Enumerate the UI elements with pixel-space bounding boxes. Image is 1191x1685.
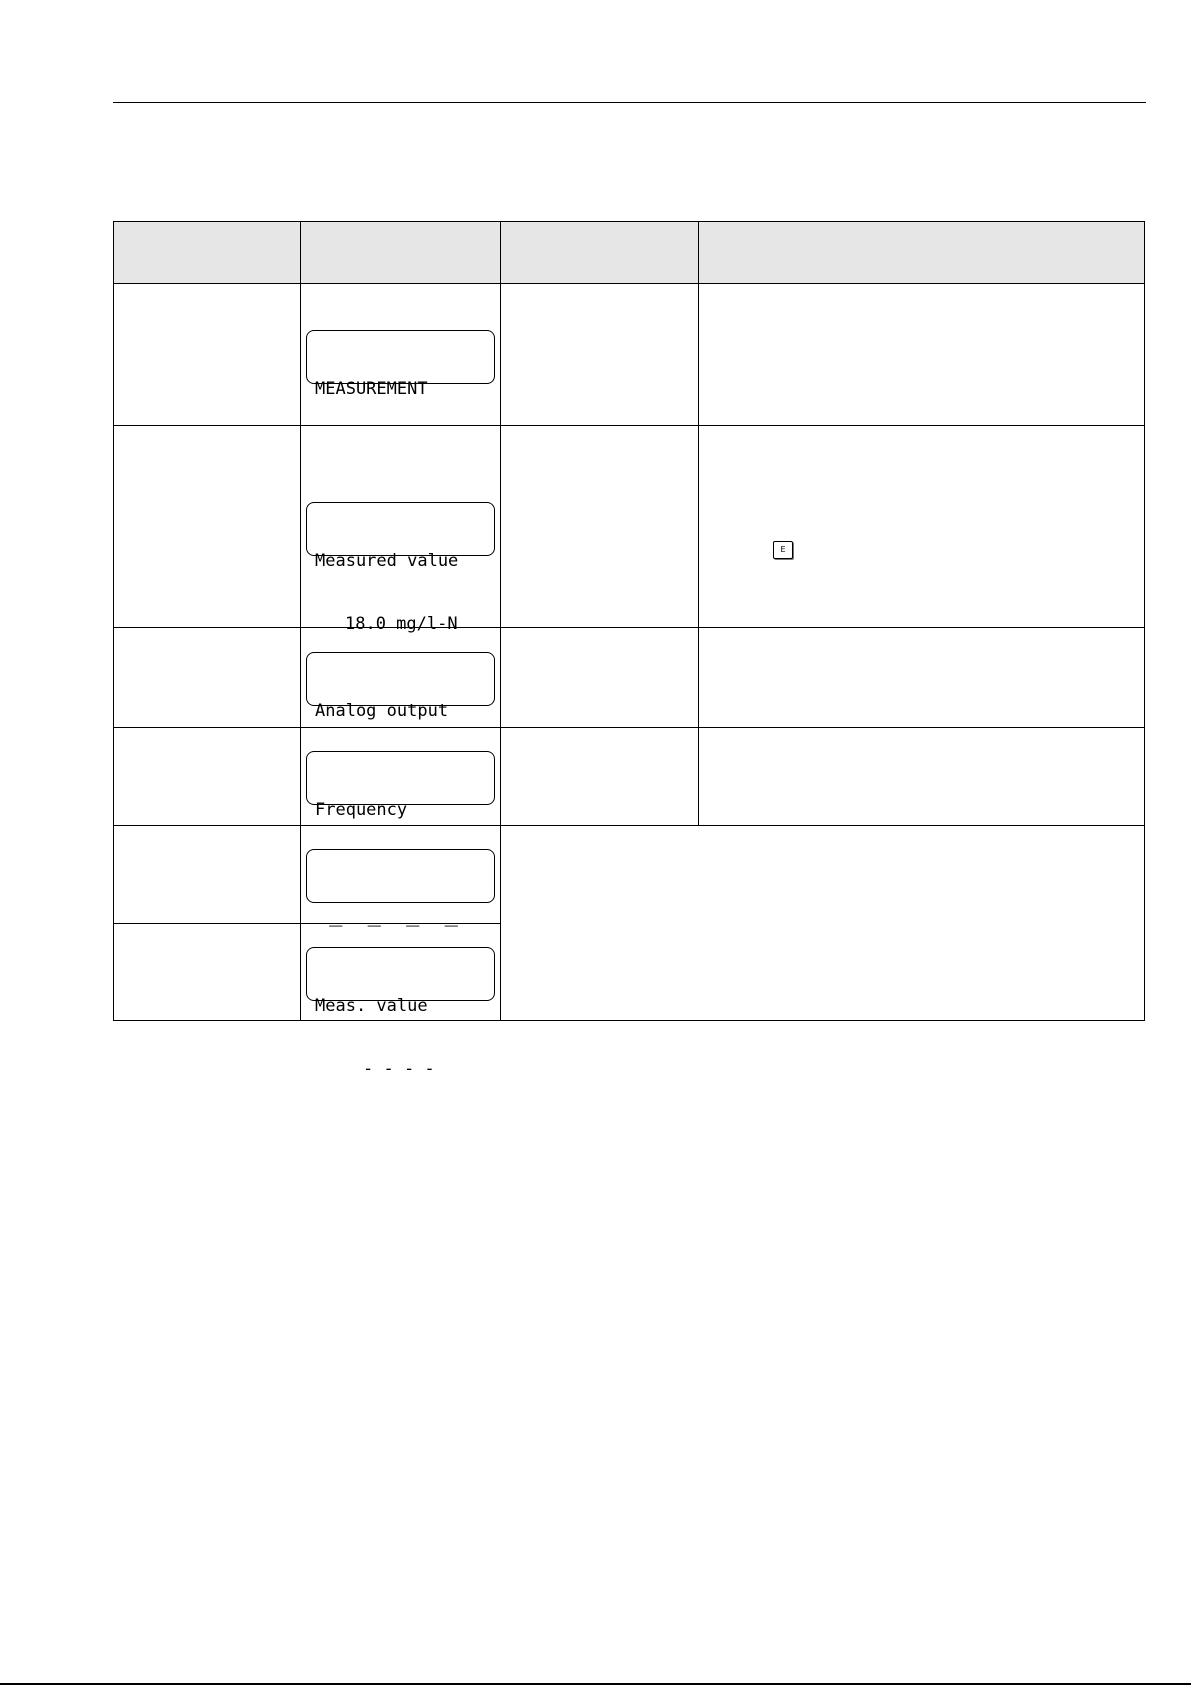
lcd-frequency (306, 751, 495, 820)
lcd-line-2: - - - - (363, 1059, 435, 1079)
lcd-line-1: Analog output (315, 701, 449, 721)
table-header-row (114, 222, 1144, 283)
display-table (113, 221, 1145, 1079)
lcd-line-1: Meas. value (315, 996, 428, 1016)
lcd-line-1: Frequency (315, 800, 408, 820)
row-divider (114, 825, 1144, 826)
row-divider (114, 425, 1144, 426)
row-divider (114, 727, 1144, 728)
lcd-measured-value (306, 502, 495, 634)
lcd-line-1: Measured value (315, 551, 459, 571)
lcd-meas-value (306, 947, 495, 1079)
column-divider (500, 222, 501, 1020)
enter-key-icon: E (773, 541, 793, 559)
row-divider (114, 627, 1144, 628)
lcd-line-2: 18.0 mg/l-N (345, 614, 458, 634)
lcd-line-1: MEASUREMENT (315, 379, 428, 399)
lcd-dashes: _ _ _ _ (329, 902, 464, 927)
column-divider (698, 222, 699, 825)
header-rule (113, 102, 1146, 103)
lcd-measurement (306, 330, 495, 399)
row-divider (114, 283, 1144, 284)
lcd-analog-output (306, 652, 495, 721)
column-divider (300, 222, 301, 1020)
lcd-no-value (306, 849, 495, 927)
